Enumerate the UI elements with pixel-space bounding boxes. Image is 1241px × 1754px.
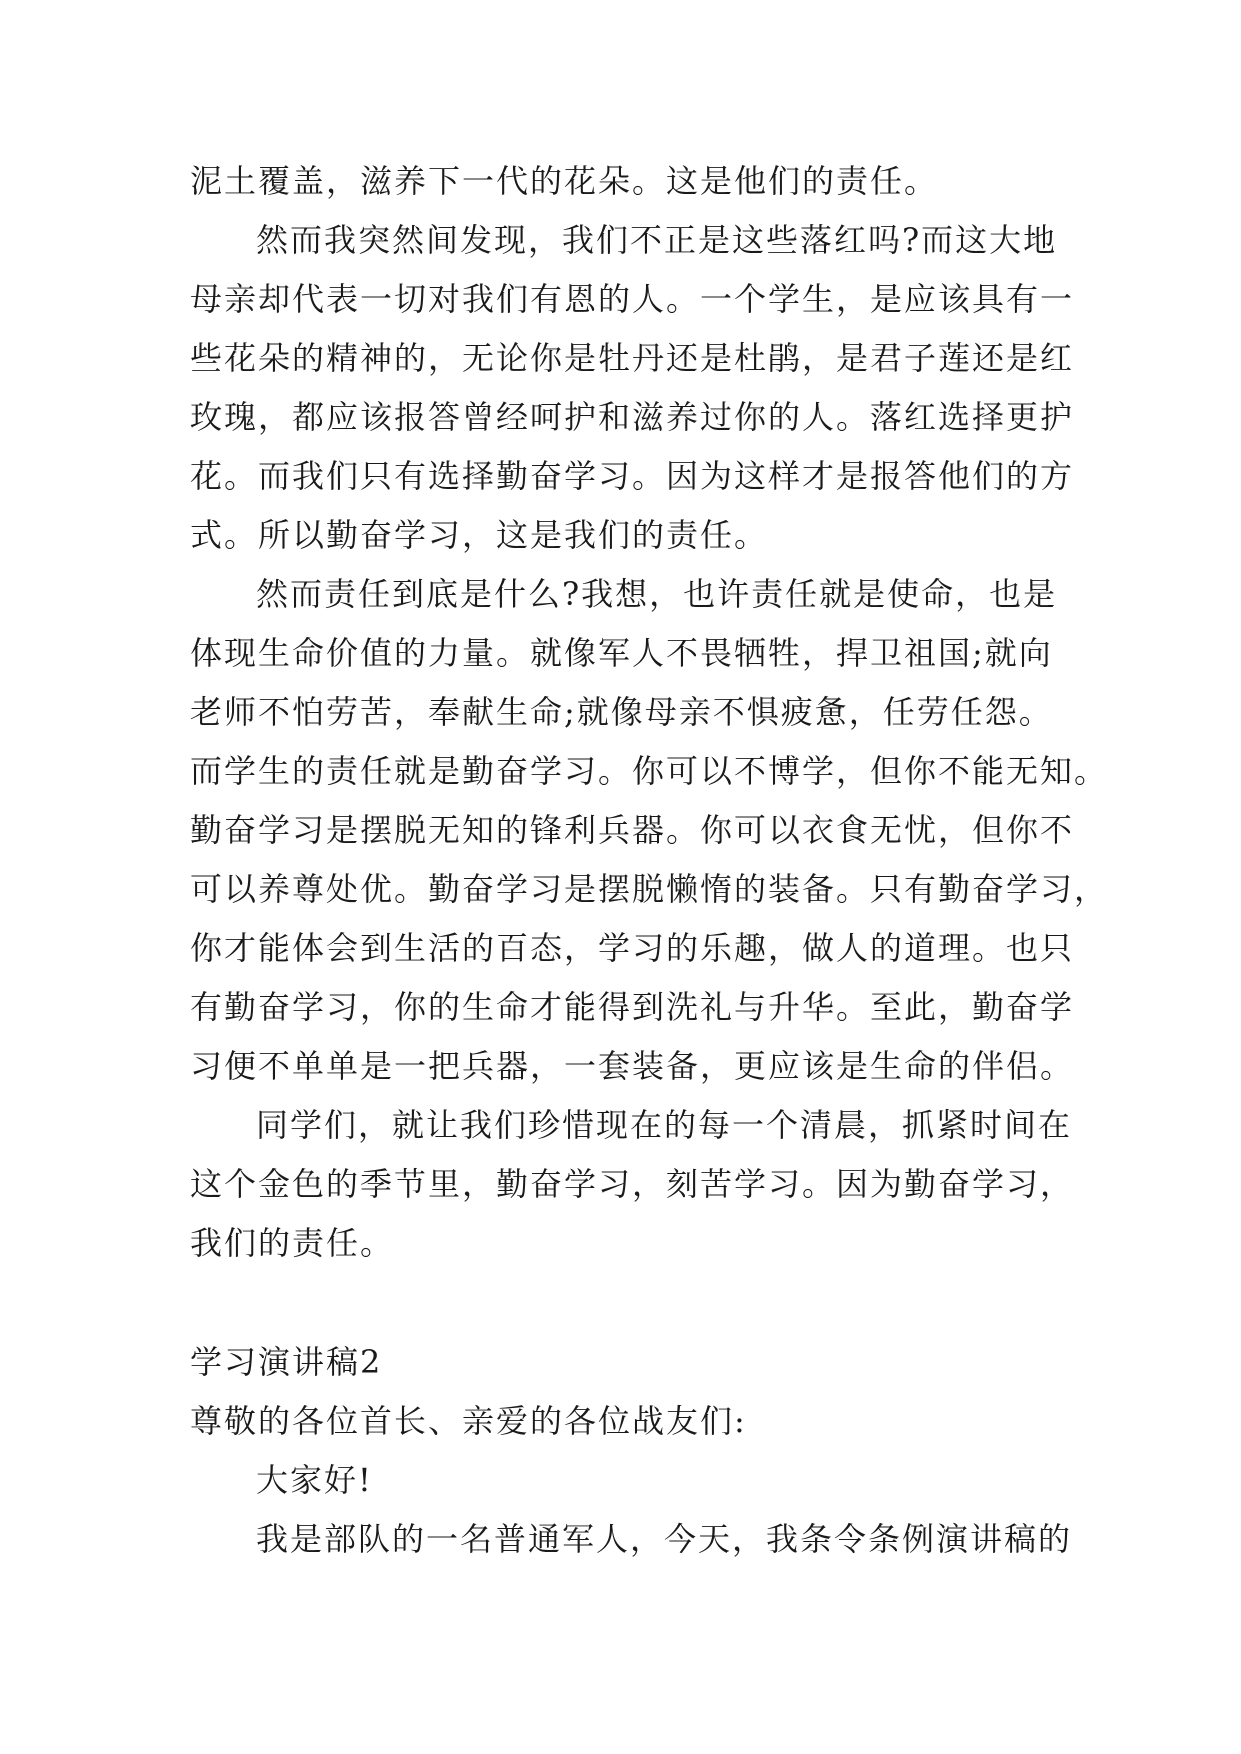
paragraph-line: 你才能体会到生活的百态，学习的乐趣，做人的道理。也只 [190, 929, 1075, 967]
paragraph-line: 而学生的责任就是勤奋学习。你可以不博学，但你不能无知。 [190, 752, 1109, 790]
paragraph-line: 可以养尊处优。勤奋学习是摆脱懒惰的装备。只有勤奋学习， [190, 870, 1109, 908]
greeting: 大家好! [256, 1461, 373, 1499]
paragraph-line: 习便不单单是一把兵器，一套装备，更应该是生命的伴侣。 [190, 1047, 1075, 1085]
paragraph-line: 母亲却代表一切对我们有恩的人。一个学生，是应该具有一 [190, 280, 1075, 318]
paragraph-line: 体现生命价值的力量。就像军人不畏牺牲，捍卫祖国;就向 [190, 634, 1053, 672]
paragraph-line: 老师不怕劳苦，奉献生命;就像母亲不惧疲惫，任劳任怨。 [190, 693, 1053, 731]
paragraph-line: 然而责任到底是什么?我想，也许责任就是使命，也是 [256, 575, 1058, 613]
paragraph-line: 花。而我们只有选择勤奋学习。因为这样才是报答他们的方 [190, 457, 1075, 495]
paragraph-line: 同学们，就让我们珍惜现在的每一个清晨，抓紧时间在 [256, 1106, 1073, 1144]
paragraph-line: 些花朵的精神的，无论你是牡丹还是杜鹃，是君子莲还是红 [190, 339, 1075, 377]
paragraph-line: 我们的责任。 [190, 1224, 395, 1262]
salutation: 尊敬的各位首长、亲爱的各位战友们: [190, 1402, 747, 1440]
paragraph-line: 这个金色的季节里，勤奋学习，刻苦学习。因为勤奋学习， [190, 1165, 1075, 1203]
paragraph-line: 我是部队的一名普通军人，今天，我条令条例演讲稿的 [256, 1520, 1073, 1558]
paragraph-line: 式。所以勤奋学习，这是我们的责任。 [190, 516, 769, 554]
section-heading: 学习演讲稿2 [190, 1343, 383, 1381]
paragraph-line: 玫瑰，都应该报答曾经呵护和滋养过你的人。落红选择更护 [190, 398, 1075, 436]
paragraph-line: 泥土覆盖，滋养下一代的花朵。这是他们的责任。 [190, 162, 939, 200]
paragraph-line: 然而我突然间发现，我们不正是这些落红吗?而这大地 [256, 221, 1058, 259]
paragraph-line: 有勤奋学习，你的生命才能得到洗礼与升华。至此，勤奋学 [190, 988, 1075, 1026]
section-spacer [190, 1273, 1060, 1333]
document-body [190, 152, 1109, 1569]
paragraph-line: 勤奋学习是摆脱无知的锋利兵器。你可以衣食无忧，但你不 [190, 811, 1075, 849]
